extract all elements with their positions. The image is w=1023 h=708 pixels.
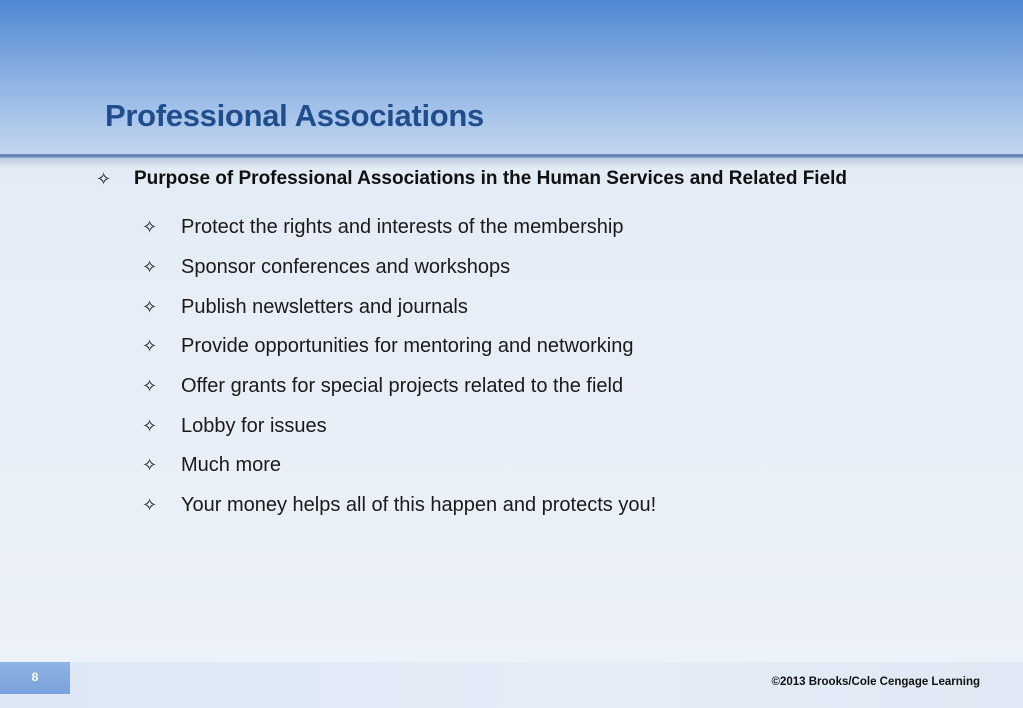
copyright-notice: ©2013 Brooks/Cole Cengage Learning	[771, 676, 980, 688]
list-item	[142, 327, 656, 367]
main-bullet	[96, 168, 847, 190]
list-item-text: Protect the rights and interests of the membership	[181, 216, 624, 239]
four-pointed-star-icon: ✧	[96, 168, 112, 190]
list-item	[142, 248, 656, 288]
four-pointed-star-icon: ✧	[142, 336, 158, 358]
slide-title: Professional Associations	[105, 98, 484, 133]
list-item	[142, 486, 656, 526]
list-item-text: Sponsor conferences and workshops	[181, 256, 511, 279]
page-number: 8	[31, 670, 39, 684]
page-number-box	[0, 662, 70, 694]
main-bullet-text: Purpose of Professional Associations in the Human Services and Related Field	[134, 168, 848, 189]
list-item	[142, 208, 656, 248]
four-pointed-star-icon: ✧	[142, 376, 158, 398]
list-item-text: Publish newsletters and journals	[181, 295, 468, 318]
four-pointed-star-icon: ✧	[142, 495, 158, 517]
header-shadow	[0, 158, 1023, 168]
list-item-text: Your money helps all of this happen and protects you!	[181, 494, 657, 517]
list-item-text: Offer grants for special projects related to the field	[181, 375, 624, 398]
list-item-text: Much more	[181, 454, 282, 477]
four-pointed-star-icon: ✧	[142, 257, 158, 279]
list-item-text: Lobby for issues	[181, 414, 327, 437]
four-pointed-star-icon: ✧	[142, 415, 158, 437]
sub-bullet-list	[142, 208, 656, 526]
four-pointed-star-icon: ✧	[142, 296, 158, 318]
list-item	[142, 367, 656, 407]
list-item	[142, 406, 656, 446]
four-pointed-star-icon: ✧	[142, 455, 158, 477]
four-pointed-star-icon: ✧	[142, 217, 158, 239]
list-item	[142, 446, 656, 486]
list-item-text: Provide opportunities for mentoring and networking	[181, 335, 634, 358]
list-item	[142, 287, 656, 327]
